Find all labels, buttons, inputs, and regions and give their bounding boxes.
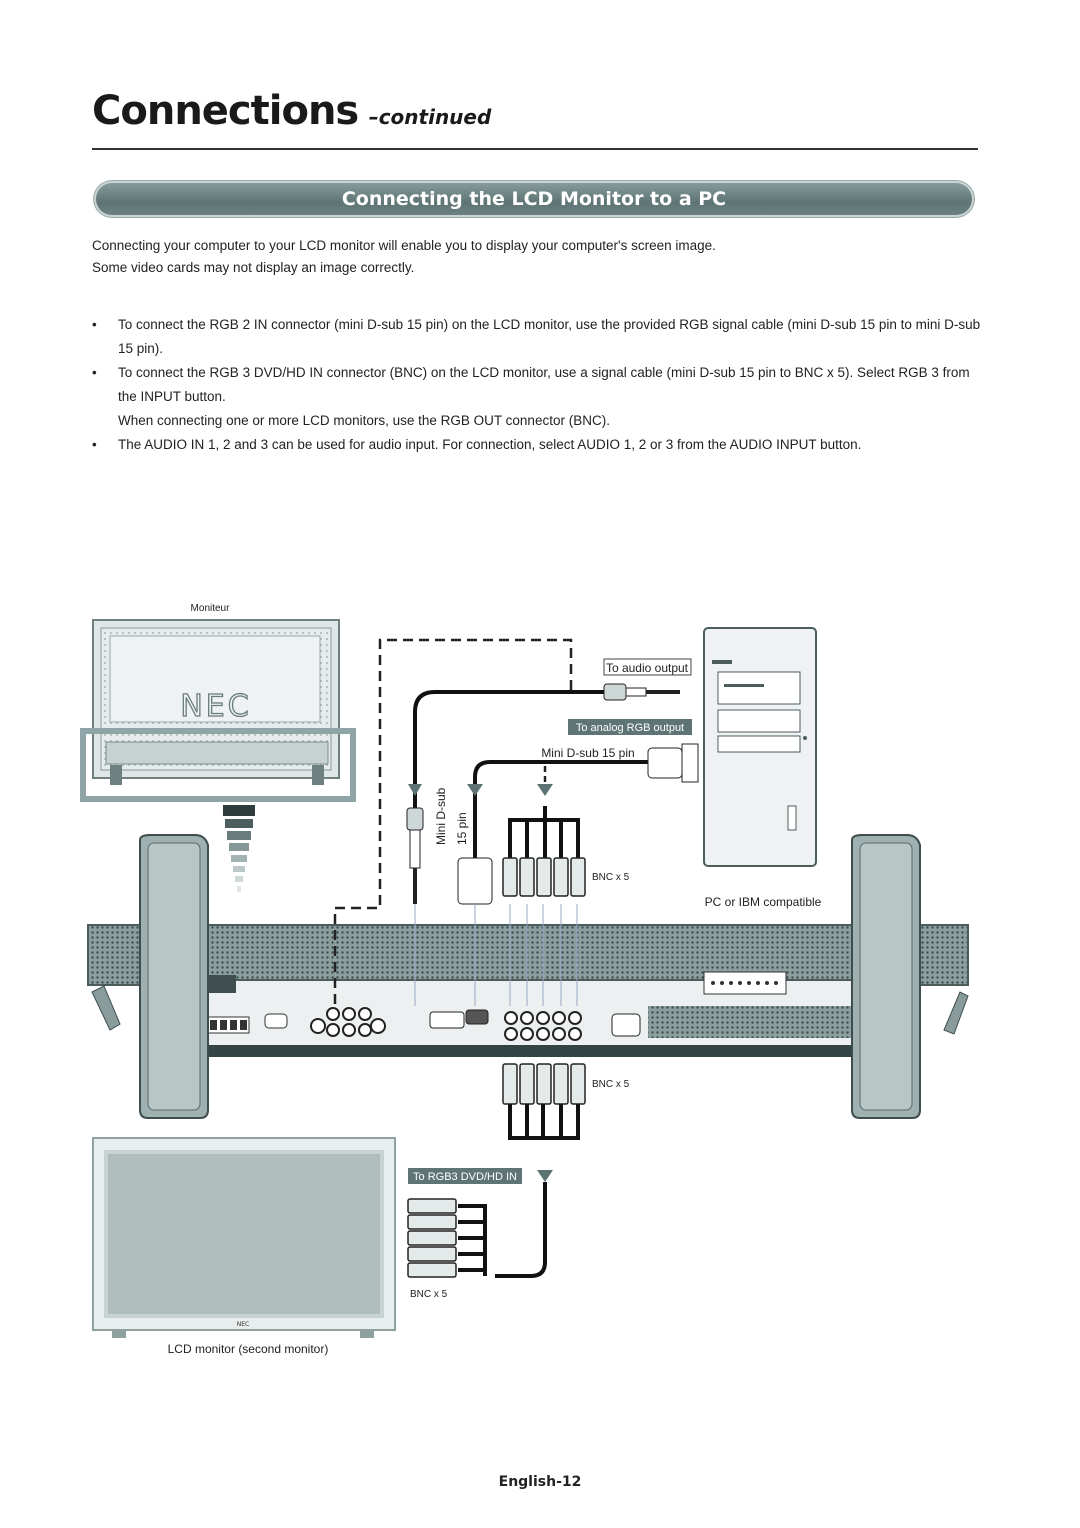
second-monitor — [93, 1138, 395, 1338]
zoom-indicator — [223, 805, 255, 892]
nec-logo: NEC — [180, 689, 252, 724]
list-item-continuation: When connecting one or more LCD monitors, use the RGB OUT connector (BNC). — [118, 413, 610, 428]
bnc-label-lower: BNC x 5 — [592, 1079, 630, 1090]
page-number: English-12 — [498, 1474, 582, 1490]
mini-dsub-label: Mini D-sub 15 pin — [541, 746, 635, 760]
bnc-connectors-second-monitor — [408, 1199, 485, 1277]
audio-output-label: To audio output — [605, 661, 689, 675]
page-title-subtitle: –continued — [368, 105, 492, 129]
bnc-label-second-monitor: BNC x 5 — [410, 1289, 448, 1300]
list-item: • To connect the RGB 3 DVD/HD IN connector (BNC) on the LCD monitor, use a signal cable (mini D-sub 15 pin to BNC x 5). Select RGB 3 from the INPUT button. — [92, 361, 984, 409]
monitor-label: Moniteur — [190, 603, 230, 614]
intro-line: Some video cards may not display an image correctly. — [92, 260, 415, 275]
list-item: • To connect the RGB 2 IN connector (mini D-sub 15 pin) on the LCD monitor, use the provided RGB signal cable (mini D-sub 15 pin to mini D-sub 15 pin). — [92, 313, 984, 361]
rgb3-label: To RGB3 DVD/HD IN — [413, 1171, 517, 1183]
pc-tower — [704, 628, 816, 866]
second-monitor-logo: NEC — [236, 1321, 250, 1328]
monitor-rear-view — [83, 603, 353, 799]
bnc-label-upper: BNC x 5 — [592, 872, 630, 883]
section-heading: Connecting the LCD Monitor to a PC — [341, 188, 727, 210]
page-title-main: Connections — [92, 88, 359, 134]
intro-line: Connecting your computer to your LCD monitor will enable you to display your computer's screen image. — [92, 238, 716, 253]
list-item: • The AUDIO IN 1, 2 and 3 can be used for audio input. For connection, select AUDIO 1, 2 or 3 from the AUDIO INPUT button. — [92, 433, 984, 457]
pin-count-vertical-label: 15 pin — [455, 812, 469, 845]
rgb-output-label: To analog RGB output — [575, 722, 685, 734]
second-monitor-label: LCD monitor (second monitor) — [167, 1342, 329, 1356]
mini-dsub-vertical-label: Mini D-sub — [434, 787, 448, 845]
pc-label: PC or IBM compatible — [704, 895, 822, 909]
